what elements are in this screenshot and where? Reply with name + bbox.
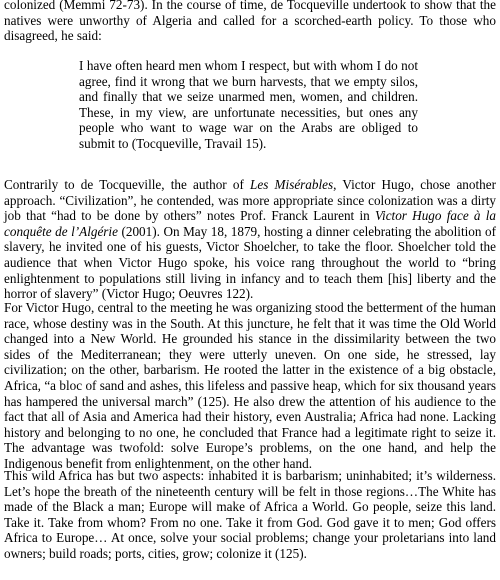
- italic-title-les-miserables: Les Misérables: [250, 177, 334, 192]
- paragraph-betterment-human-race: For Victor Hugo, central to the meeting he was organizing stood the betterment of the human race, whose destiny was in the South. At this juncture, he felt that it was time the Old World changed into a New World. He grounded his stance in the dissimilarity between the two sides of the Mediterranean; they were utterly uneven. On one side, he stressed, lay civilization; on the other, barbarism. He rooted the latter in the existence of a big obstacle, Africa, “a bloc of sand and ashes, this lifeless and passive heap, which for six thousand years has hampered the universal march” (125). He also drew the attention of his audience to the fact that all of Asia and America had their history, even Australia; Africa had none. Lacking history and belonging to no one, he concluded that France had a legitimate right to seize it. The advantage was twofold: solve Europe’s problems, on the one hand, and help the Indigenous benefit from enlightenment, on the other hand.: [4, 300, 496, 471]
- paragraph-text-segment: , Victor Hugo, chose another approach. “Civilization”, he contended, was more appropriate since colonization was a dirty job that “had to be done by others” notes Prof. Franck Laurent in: [4, 177, 496, 224]
- italic-book-title: Victor Hugo face à la conquête de l’Algérie: [4, 208, 497, 239]
- paragraph-wild-africa-quote: This wild Africa has but two aspects: inhabited it is barbarism; uninhabited; it’s wilderness. Let’s hope the breath of the nineteenth century will be felt in those regions…The White has made of the Black a man; Europe will make of Africa a World. Go people, seize this land. Take it. Take from whom? From no one. Take it from God. God gave it to men; God offers Africa to Europe… At once, solve your social problems; change your proletarians into land owners; build roads; ports, cities, grow; colonize it (125).: [4, 468, 496, 561]
- paragraph-text-segment: Contrarily to de Tocqueville, the author of: [4, 177, 251, 192]
- block-quote-tocqueville: I have often heard men whom I respect, but with whom I do not agree, find it wrong that we burn harvests, that we empty silos, and finally that we seize unarmed men, women, and children. These, in my view, are unfortunate necessities, but ones any people who want to wage war on the Arabs are obliged to submit to (Tocqueville, Travail 15).: [79, 58, 418, 151]
- paragraph-intro: colonized (Memmi 72-73). In the course of time, de Tocqueville undertook to show that the natives were unworthy of Algeria and called for a scorched-earth policy. To those who disagreed, he said:: [4, 0, 496, 44]
- paragraph-victor-hugo-approach: [4, 177, 496, 302]
- paragraph-text-segment: (2001). On May 18, 1879, hosting a dinner celebrating the abolition of slavery, he invited one of his guests, Victor Shoelcher, to take the floor. Shoelcher told the audience that when Victor Hugo spoke, his voice rang throughout the world to “bring enlightenment to populations still living in infancy and to teach them [his] liberty and the horror of slavery” (Victor Hugo; Oeuvres 122).: [4, 223, 496, 302]
